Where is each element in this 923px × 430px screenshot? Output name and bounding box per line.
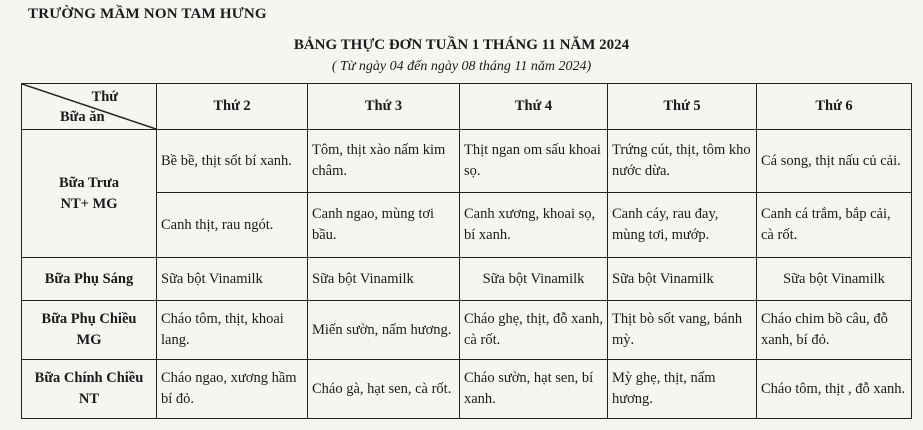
day-header: Thứ 5	[608, 84, 757, 130]
menu-cell: Tôm, thịt xào nấm kim châm.	[308, 130, 460, 193]
menu-cell: Sữa bột Vinamilk	[608, 258, 757, 301]
date-range: ( Từ ngày 04 đến ngày 08 tháng 11 năm 2024)	[331, 59, 592, 74]
menu-cell: Cháo chim bồ câu, đỗ xanh, bí đỏ.	[757, 301, 912, 360]
menu-title: BẢNG THỰC ĐƠN TUẦN 1 THÁNG 11 NĂM 2024	[293, 37, 630, 53]
corner-header	[22, 84, 157, 130]
day-header: Thứ 4	[460, 84, 608, 130]
menu-cell: Cháo ghẹ, thịt, đỗ xanh, cà rốt.	[460, 301, 608, 360]
row-label-afternoon-snack: Bữa Phụ Chiều MG	[22, 301, 157, 360]
menu-cell: Cháo tôm, thịt , đỗ xanh.	[757, 360, 912, 419]
corner-label-day: Thứ	[91, 89, 118, 105]
menu-cell: Canh xương, khoai sọ, bí xanh.	[460, 193, 608, 258]
row-label-morning-snack: Bữa Phụ Sáng	[22, 258, 157, 301]
row-label-lunch: Bữa Trưa NT+ MG	[22, 130, 157, 258]
menu-cell: Thịt ngan om sấu khoai sọ.	[460, 130, 608, 193]
menu-cell: Mỳ ghẹ, thịt, nấm hương.	[608, 360, 757, 419]
table-row-lunch-main	[22, 130, 912, 193]
menu-cell: Thịt bò sốt vang, bánh mỳ.	[608, 301, 757, 360]
menu-cell: Trứng cút, thịt, tôm kho nước dừa.	[608, 130, 757, 193]
table-row-afternoon-snack	[22, 301, 912, 360]
table-header-row	[22, 84, 912, 130]
menu-cell: Sữa bột Vinamilk	[757, 258, 912, 301]
menu-cell: Canh thịt, rau ngót.	[157, 193, 308, 258]
menu-cell: Canh cáy, rau đay, mùng tơi, mướp.	[608, 193, 757, 258]
menu-cell: Miến sườn, nấm hương.	[308, 301, 460, 360]
menu-cell: Cá song, thịt nấu củ cải.	[757, 130, 912, 193]
day-header: Thứ 6	[757, 84, 912, 130]
menu-cell: Cháo gà, hạt sen, cà rốt.	[308, 360, 460, 419]
day-header: Thứ 2	[157, 84, 308, 130]
menu-cell: Sữa bột Vinamilk	[460, 258, 608, 301]
table-row-afternoon-main	[22, 360, 912, 419]
corner-label-meal: Bữa ăn	[60, 109, 105, 125]
row-label-afternoon-main: Bữa Chính Chiều NT	[22, 360, 157, 419]
menu-table	[21, 83, 912, 419]
menu-cell: Canh cá trắm, bắp cải, cà rốt.	[757, 193, 912, 258]
menu-cell: Sữa bột Vinamilk	[157, 258, 308, 301]
menu-cell: Cháo sườn, hạt sen, bí xanh.	[460, 360, 608, 419]
table-row-morning-snack	[22, 258, 912, 301]
day-header: Thứ 3	[308, 84, 460, 130]
menu-cell: Canh ngao, mùng tơi bầu.	[308, 193, 460, 258]
menu-cell: Bề bề, thịt sốt bí xanh.	[157, 130, 308, 193]
school-name: TRƯỜNG MẦM NON TAM HƯNG	[28, 6, 267, 22]
menu-cell: Sữa bột Vinamilk	[308, 258, 460, 301]
menu-cell: Cháo ngao, xương hầm bí đỏ.	[157, 360, 308, 419]
menu-cell: Cháo tôm, thịt, khoai lang.	[157, 301, 308, 360]
